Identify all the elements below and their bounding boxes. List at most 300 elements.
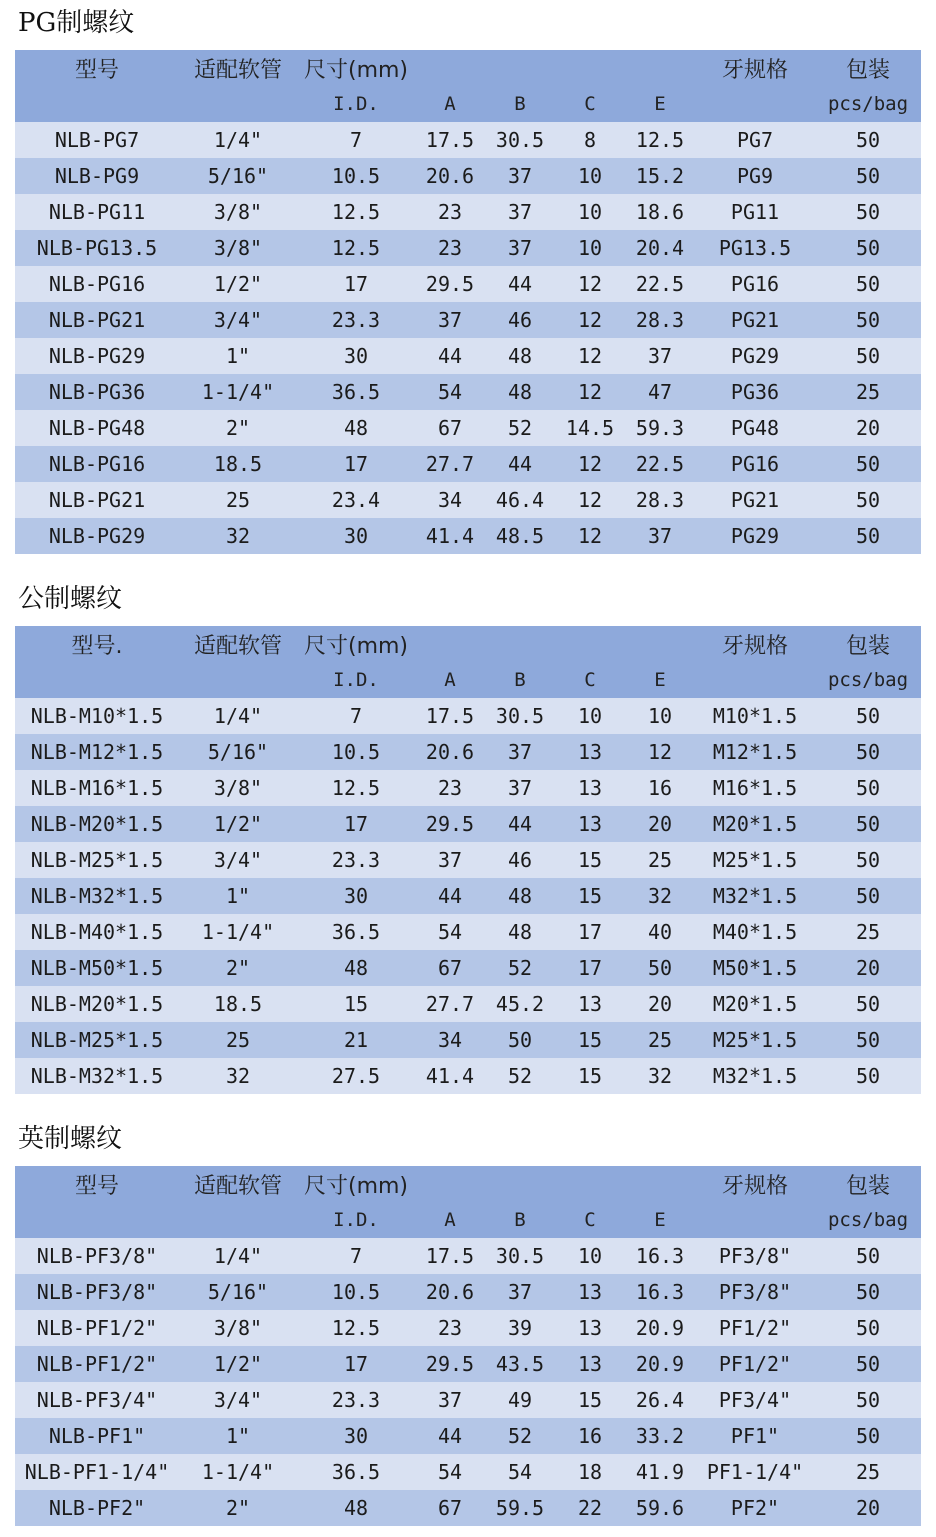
cell-inner-diameter: 48 (297, 950, 415, 986)
cell-model: NLB-PG9 (15, 158, 179, 194)
header-blank (555, 50, 625, 86)
table-row (15, 230, 921, 266)
cell-dim-e: 28.3 (625, 302, 695, 338)
cell-model: NLB-M32*1.5 (15, 1058, 179, 1094)
cell-hose: 1/2" (179, 806, 297, 842)
cell-dim-e: 40 (625, 914, 695, 950)
cell-dim-a: 54 (415, 914, 485, 950)
cell-inner-diameter: 36.5 (297, 374, 415, 410)
header-blank (555, 1166, 625, 1202)
cell-dim-b: 37 (485, 1274, 555, 1310)
cell-dim-e: 12 (625, 734, 695, 770)
cell-hose: 1-1/4" (179, 374, 297, 410)
cell-thread-spec: M40*1.5 (695, 914, 815, 950)
table-row (15, 1382, 921, 1418)
cell-hose: 1-1/4" (179, 914, 297, 950)
cell-inner-diameter: 30 (297, 518, 415, 554)
cell-hose: 1/2" (179, 266, 297, 302)
cell-hose: 18.5 (179, 446, 297, 482)
table-row (15, 734, 921, 770)
subheader-blank (695, 1202, 815, 1238)
header-blank (485, 1166, 555, 1202)
cell-dim-a: 44 (415, 1418, 485, 1454)
cell-dim-a: 23 (415, 1310, 485, 1346)
cell-dim-c: 10 (555, 698, 625, 734)
header-model: 型号. (15, 626, 179, 662)
cell-dim-b: 48.5 (485, 518, 555, 554)
cell-dim-e: 20 (625, 806, 695, 842)
cell-dim-c: 10 (555, 230, 625, 266)
cell-pack-qty: 25 (815, 914, 921, 950)
header-size: 尺寸(mm) (297, 50, 415, 86)
cell-pack-qty: 50 (815, 266, 921, 302)
cell-dim-e: 16.3 (625, 1238, 695, 1274)
cell-model: NLB-PF1-1/4" (15, 1454, 179, 1490)
cell-model: NLB-M20*1.5 (15, 806, 179, 842)
cell-model: NLB-PF1" (15, 1418, 179, 1454)
cell-dim-b: 49 (485, 1382, 555, 1418)
table-row (15, 194, 921, 230)
cell-dim-e: 12.5 (625, 122, 695, 158)
subheader-b: B (485, 1202, 555, 1238)
cell-pack-qty: 20 (815, 950, 921, 986)
cell-dim-e: 59.3 (625, 410, 695, 446)
cell-dim-c: 17 (555, 914, 625, 950)
cell-hose: 32 (179, 1058, 297, 1094)
cell-pack-qty: 50 (815, 1058, 921, 1094)
cell-dim-c: 22 (555, 1490, 625, 1526)
cell-pack-qty: 50 (815, 230, 921, 266)
cell-model: NLB-PG21 (15, 482, 179, 518)
cell-dim-e: 22.5 (625, 266, 695, 302)
cell-model: NLB-PF3/4" (15, 1382, 179, 1418)
cell-thread-spec: PG16 (695, 266, 815, 302)
cell-hose: 3/8" (179, 194, 297, 230)
table-row (15, 986, 921, 1022)
cell-model: NLB-PG21 (15, 302, 179, 338)
subheader-id: I.D. (297, 86, 415, 122)
cell-hose: 1/2" (179, 1346, 297, 1382)
cell-dim-b: 44 (485, 266, 555, 302)
cell-dim-b: 52 (485, 1058, 555, 1094)
cell-inner-diameter: 30 (297, 1418, 415, 1454)
cell-inner-diameter: 12.5 (297, 770, 415, 806)
cell-model: NLB-PG16 (15, 266, 179, 302)
cell-dim-c: 8 (555, 122, 625, 158)
cell-pack-qty: 50 (815, 1274, 921, 1310)
cell-dim-c: 15 (555, 878, 625, 914)
header-thread: 牙规格 (695, 50, 815, 86)
cell-dim-a: 37 (415, 302, 485, 338)
cell-dim-b: 30.5 (485, 698, 555, 734)
cell-dim-c: 18 (555, 1454, 625, 1490)
cell-hose: 1" (179, 878, 297, 914)
header-blank (415, 626, 485, 662)
cell-dim-e: 37 (625, 518, 695, 554)
table-row (15, 482, 921, 518)
cell-dim-a: 54 (415, 374, 485, 410)
cell-pack-qty: 50 (815, 482, 921, 518)
cell-dim-a: 54 (415, 1454, 485, 1490)
cell-dim-e: 41.9 (625, 1454, 695, 1490)
cell-thread-spec: PG29 (695, 338, 815, 374)
cell-pack-qty: 50 (815, 1310, 921, 1346)
cell-model: NLB-PG29 (15, 338, 179, 374)
cell-hose: 1/4" (179, 698, 297, 734)
cell-hose: 1/4" (179, 122, 297, 158)
cell-inner-diameter: 30 (297, 338, 415, 374)
cell-model: NLB-M12*1.5 (15, 734, 179, 770)
cell-hose: 5/16" (179, 734, 297, 770)
cell-inner-diameter: 48 (297, 410, 415, 446)
subheader-blank (15, 662, 179, 698)
cell-model: NLB-M25*1.5 (15, 842, 179, 878)
cell-hose: 32 (179, 518, 297, 554)
cell-dim-b: 52 (485, 1418, 555, 1454)
cell-dim-c: 12 (555, 338, 625, 374)
cell-pack-qty: 50 (815, 734, 921, 770)
cell-dim-a: 37 (415, 1382, 485, 1418)
cell-pack-qty: 50 (815, 1022, 921, 1058)
cell-pack-qty: 50 (815, 518, 921, 554)
cell-dim-e: 28.3 (625, 482, 695, 518)
table-row (15, 806, 921, 842)
cell-dim-c: 15 (555, 1058, 625, 1094)
cell-dim-e: 16.3 (625, 1274, 695, 1310)
cell-dim-e: 20.4 (625, 230, 695, 266)
cell-inner-diameter: 36.5 (297, 1454, 415, 1490)
table-row (15, 1274, 921, 1310)
cell-dim-a: 37 (415, 842, 485, 878)
cell-inner-diameter: 23.3 (297, 1382, 415, 1418)
cell-dim-c: 17 (555, 950, 625, 986)
cell-pack-qty: 50 (815, 302, 921, 338)
cell-dim-e: 47 (625, 374, 695, 410)
table-row (15, 1454, 921, 1490)
subheader-id: I.D. (297, 662, 415, 698)
cell-dim-c: 12 (555, 302, 625, 338)
subheader-blank (179, 662, 297, 698)
table-row (15, 1418, 921, 1454)
cell-dim-c: 10 (555, 1238, 625, 1274)
subheader-unit: pcs/bag (815, 1202, 921, 1238)
cell-inner-diameter: 30 (297, 878, 415, 914)
cell-dim-b: 39 (485, 1310, 555, 1346)
cell-thread-spec: PG11 (695, 194, 815, 230)
table-row (15, 518, 921, 554)
cell-pack-qty: 20 (815, 1490, 921, 1526)
cell-inner-diameter: 10.5 (297, 734, 415, 770)
section-title: 英制螺纹 (18, 1124, 123, 1154)
cell-model: NLB-M10*1.5 (15, 698, 179, 734)
cell-thread-spec: PF1/2" (695, 1346, 815, 1382)
cell-thread-spec: M10*1.5 (695, 698, 815, 734)
cell-inner-diameter: 7 (297, 698, 415, 734)
spec-table (15, 1166, 921, 1526)
cell-pack-qty: 50 (815, 986, 921, 1022)
cell-dim-a: 27.7 (415, 446, 485, 482)
cell-dim-b: 48 (485, 374, 555, 410)
cell-dim-b: 46.4 (485, 482, 555, 518)
cell-dim-b: 44 (485, 446, 555, 482)
cell-pack-qty: 50 (815, 1346, 921, 1382)
cell-thread-spec: PG36 (695, 374, 815, 410)
cell-hose: 3/4" (179, 1382, 297, 1418)
header-pack: 包装 (815, 1166, 921, 1202)
cell-model: NLB-PG7 (15, 122, 179, 158)
header-hose: 适配软管 (179, 626, 297, 662)
cell-model: NLB-PF3/8" (15, 1274, 179, 1310)
cell-dim-a: 17.5 (415, 698, 485, 734)
table-row (15, 338, 921, 374)
cell-dim-b: 50 (485, 1022, 555, 1058)
cell-inner-diameter: 23.4 (297, 482, 415, 518)
header-thread: 牙规格 (695, 1166, 815, 1202)
cell-thread-spec: PF3/8" (695, 1274, 815, 1310)
cell-dim-a: 27.7 (415, 986, 485, 1022)
cell-dim-b: 37 (485, 158, 555, 194)
cell-thread-spec: PG21 (695, 302, 815, 338)
cell-model: NLB-PG36 (15, 374, 179, 410)
cell-pack-qty: 50 (815, 770, 921, 806)
subheader-a: A (415, 1202, 485, 1238)
cell-inner-diameter: 10.5 (297, 1274, 415, 1310)
header-pack: 包装 (815, 50, 921, 86)
header-thread: 牙规格 (695, 626, 815, 662)
cell-dim-c: 15 (555, 842, 625, 878)
subheader-blank (695, 662, 815, 698)
cell-model: NLB-PF1/2" (15, 1310, 179, 1346)
cell-pack-qty: 50 (815, 1382, 921, 1418)
cell-hose: 1" (179, 1418, 297, 1454)
table-row (15, 1346, 921, 1382)
subheader-row (15, 86, 921, 122)
cell-pack-qty: 50 (815, 1238, 921, 1274)
cell-pack-qty: 25 (815, 374, 921, 410)
cell-thread-spec: PG13.5 (695, 230, 815, 266)
cell-dim-b: 48 (485, 338, 555, 374)
table-row (15, 878, 921, 914)
header-blank (625, 1166, 695, 1202)
cell-pack-qty: 50 (815, 446, 921, 482)
cell-hose: 5/16" (179, 158, 297, 194)
cell-model: NLB-PF2" (15, 1490, 179, 1526)
cell-model: NLB-PG13.5 (15, 230, 179, 266)
cell-dim-b: 46 (485, 842, 555, 878)
cell-dim-e: 26.4 (625, 1382, 695, 1418)
spec-table (15, 50, 921, 554)
cell-dim-b: 48 (485, 914, 555, 950)
cell-hose: 1" (179, 338, 297, 374)
header-blank (625, 50, 695, 86)
header-pack: 包装 (815, 626, 921, 662)
table-row (15, 122, 921, 158)
subheader-unit: pcs/bag (815, 86, 921, 122)
cell-dim-a: 34 (415, 482, 485, 518)
cell-dim-b: 59.5 (485, 1490, 555, 1526)
subheader-blank (15, 86, 179, 122)
spec-table (15, 626, 921, 1094)
cell-dim-b: 52 (485, 410, 555, 446)
cell-hose: 1/4" (179, 1238, 297, 1274)
cell-inner-diameter: 17 (297, 446, 415, 482)
cell-model: NLB-PF1/2" (15, 1346, 179, 1382)
cell-hose: 2" (179, 1490, 297, 1526)
cell-dim-b: 44 (485, 806, 555, 842)
cell-dim-a: 20.6 (415, 158, 485, 194)
cell-dim-a: 29.5 (415, 806, 485, 842)
cell-thread-spec: PF1" (695, 1418, 815, 1454)
cell-dim-c: 12 (555, 374, 625, 410)
cell-dim-e: 15.2 (625, 158, 695, 194)
cell-hose: 18.5 (179, 986, 297, 1022)
cell-dim-e: 16 (625, 770, 695, 806)
cell-model: NLB-PG11 (15, 194, 179, 230)
cell-dim-c: 13 (555, 1274, 625, 1310)
cell-dim-a: 20.6 (415, 734, 485, 770)
cell-dim-c: 15 (555, 1022, 625, 1058)
cell-model: NLB-PG29 (15, 518, 179, 554)
subheader-blank (179, 86, 297, 122)
cell-hose: 3/8" (179, 1310, 297, 1346)
cell-pack-qty: 50 (815, 122, 921, 158)
cell-dim-a: 44 (415, 338, 485, 374)
subheader-row (15, 1202, 921, 1238)
cell-dim-e: 10 (625, 698, 695, 734)
header-blank (555, 626, 625, 662)
subheader-e: E (625, 662, 695, 698)
cell-thread-spec: PF2" (695, 1490, 815, 1526)
cell-dim-c: 12 (555, 518, 625, 554)
cell-pack-qty: 50 (815, 194, 921, 230)
cell-model: NLB-M20*1.5 (15, 986, 179, 1022)
cell-dim-a: 23 (415, 194, 485, 230)
cell-hose: 3/8" (179, 770, 297, 806)
cell-dim-c: 13 (555, 1310, 625, 1346)
cell-dim-b: 37 (485, 770, 555, 806)
cell-inner-diameter: 23.3 (297, 302, 415, 338)
cell-dim-a: 23 (415, 770, 485, 806)
cell-dim-b: 54 (485, 1454, 555, 1490)
header-row (15, 626, 921, 662)
subheader-a: A (415, 86, 485, 122)
cell-dim-e: 20 (625, 986, 695, 1022)
cell-thread-spec: M32*1.5 (695, 1058, 815, 1094)
cell-inner-diameter: 17 (297, 1346, 415, 1382)
cell-dim-c: 13 (555, 734, 625, 770)
cell-dim-c: 16 (555, 1418, 625, 1454)
cell-dim-a: 44 (415, 878, 485, 914)
cell-hose: 3/8" (179, 230, 297, 266)
cell-dim-e: 20.9 (625, 1310, 695, 1346)
cell-inner-diameter: 36.5 (297, 914, 415, 950)
cell-inner-diameter: 27.5 (297, 1058, 415, 1094)
table-row (15, 770, 921, 806)
cell-thread-spec: M20*1.5 (695, 806, 815, 842)
table-row (15, 266, 921, 302)
cell-thread-spec: M50*1.5 (695, 950, 815, 986)
cell-inner-diameter: 12.5 (297, 194, 415, 230)
cell-dim-b: 43.5 (485, 1346, 555, 1382)
cell-dim-c: 13 (555, 806, 625, 842)
cell-inner-diameter: 12.5 (297, 230, 415, 266)
cell-inner-diameter: 17 (297, 266, 415, 302)
subheader-blank (695, 86, 815, 122)
cell-thread-spec: PG48 (695, 410, 815, 446)
header-size: 尺寸(mm) (297, 1166, 415, 1202)
cell-dim-a: 41.4 (415, 518, 485, 554)
cell-thread-spec: PG16 (695, 446, 815, 482)
subheader-unit: pcs/bag (815, 662, 921, 698)
cell-pack-qty: 50 (815, 842, 921, 878)
cell-dim-e: 22.5 (625, 446, 695, 482)
cell-dim-e: 32 (625, 1058, 695, 1094)
cell-dim-c: 15 (555, 1382, 625, 1418)
cell-dim-c: 12 (555, 482, 625, 518)
cell-thread-spec: PF3/8" (695, 1238, 815, 1274)
cell-model: NLB-M16*1.5 (15, 770, 179, 806)
subheader-a: A (415, 662, 485, 698)
table-row (15, 842, 921, 878)
cell-dim-c: 12 (555, 266, 625, 302)
cell-hose: 3/4" (179, 302, 297, 338)
cell-dim-e: 25 (625, 842, 695, 878)
cell-inner-diameter: 17 (297, 806, 415, 842)
cell-dim-a: 17.5 (415, 122, 485, 158)
cell-pack-qty: 25 (815, 1454, 921, 1490)
cell-dim-c: 13 (555, 1346, 625, 1382)
cell-dim-c: 12 (555, 446, 625, 482)
cell-hose: 5/16" (179, 1274, 297, 1310)
table-row (15, 410, 921, 446)
cell-thread-spec: M25*1.5 (695, 1022, 815, 1058)
cell-pack-qty: 50 (815, 158, 921, 194)
cell-thread-spec: M20*1.5 (695, 986, 815, 1022)
cell-inner-diameter: 48 (297, 1490, 415, 1526)
cell-thread-spec: PG21 (695, 482, 815, 518)
table-row (15, 1310, 921, 1346)
cell-dim-b: 46 (485, 302, 555, 338)
cell-dim-b: 30.5 (485, 122, 555, 158)
cell-model: NLB-PG48 (15, 410, 179, 446)
subheader-b: B (485, 662, 555, 698)
cell-dim-e: 37 (625, 338, 695, 374)
cell-dim-a: 34 (415, 1022, 485, 1058)
header-size: 尺寸(mm) (297, 626, 415, 662)
cell-thread-spec: M32*1.5 (695, 878, 815, 914)
subheader-c: C (555, 1202, 625, 1238)
cell-dim-a: 23 (415, 230, 485, 266)
cell-dim-c: 13 (555, 986, 625, 1022)
table-row (15, 698, 921, 734)
cell-hose: 2" (179, 950, 297, 986)
section-title: 公制螺纹 (18, 584, 123, 614)
cell-dim-b: 45.2 (485, 986, 555, 1022)
table-row (15, 158, 921, 194)
cell-pack-qty: 50 (815, 1418, 921, 1454)
header-blank (415, 1166, 485, 1202)
table-row (15, 374, 921, 410)
cell-dim-c: 13 (555, 770, 625, 806)
cell-thread-spec: PF1-1/4" (695, 1454, 815, 1490)
cell-pack-qty: 50 (815, 806, 921, 842)
cell-hose: 2" (179, 410, 297, 446)
cell-hose: 3/4" (179, 842, 297, 878)
cell-dim-c: 10 (555, 158, 625, 194)
subheader-row (15, 662, 921, 698)
cell-dim-e: 32 (625, 878, 695, 914)
cell-thread-spec: M16*1.5 (695, 770, 815, 806)
